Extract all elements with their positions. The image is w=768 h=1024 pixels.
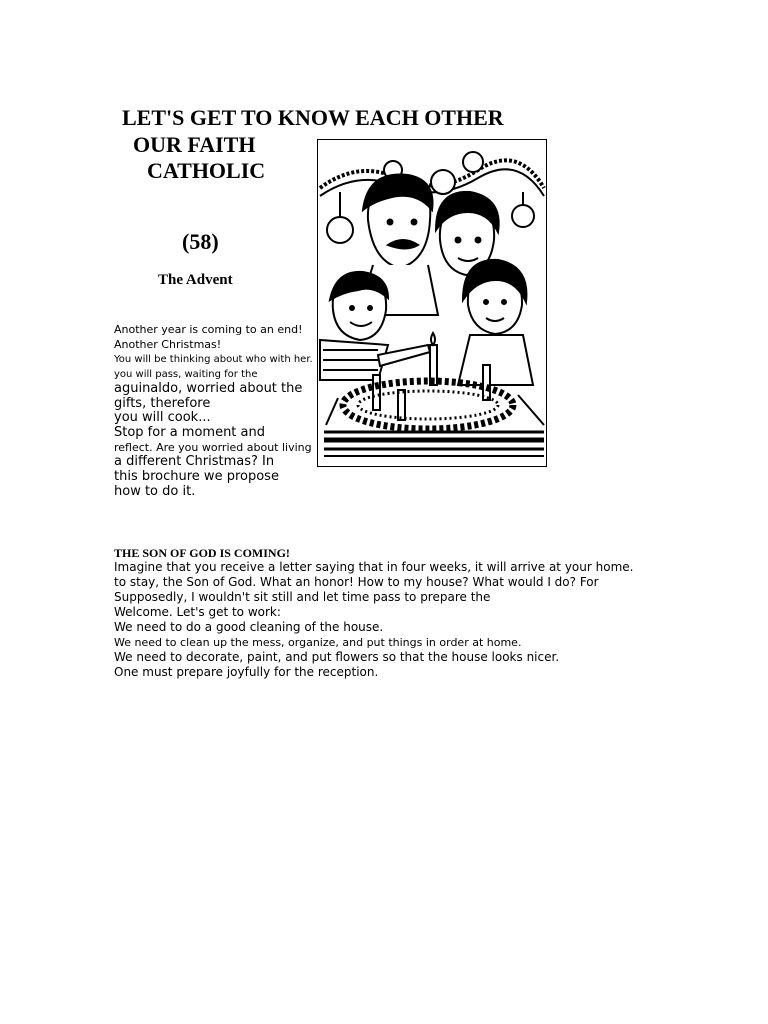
section-line: Supposedly, I wouldn't sit still and let time pass to prepare the	[114, 590, 491, 604]
section-line: to stay, the Son of God. What an honor! How to my house? What would I do? For	[114, 575, 599, 589]
father-eye	[388, 220, 393, 225]
ornament	[431, 170, 455, 194]
intro-line: You will be thinking about who with her.	[114, 354, 313, 365]
mother-eye	[476, 238, 481, 243]
candle	[373, 375, 380, 410]
title-line-3: CATHOLIC	[147, 158, 266, 183]
illustration-svg	[318, 140, 546, 466]
candle-flame	[431, 333, 435, 345]
section-line: One must prepare joyfully for the reception.	[114, 665, 379, 679]
title-line-1: LET'S GET TO KNOW EACH OTHER	[122, 105, 504, 130]
intro-line: how to do it.	[114, 483, 196, 499]
section-line: Welcome. Let's get to work:	[114, 605, 281, 619]
intro-line: Stop for a moment and	[114, 424, 265, 440]
girl-body	[458, 335, 533, 385]
ornament	[463, 152, 483, 172]
section-line: Imagine that you receive a letter saying that in four weeks, it will arrive at your home.	[114, 560, 634, 574]
boy-eye	[350, 306, 354, 310]
family-advent-wreath-illustration	[317, 139, 547, 467]
candle	[483, 365, 490, 400]
section-heading: THE SON OF GOD IS COMING!	[114, 546, 290, 560]
table-edge	[518, 395, 544, 425]
girl-eye	[502, 300, 506, 304]
issue-number: (58)	[182, 229, 219, 254]
boy-eye	[368, 306, 372, 310]
intro-line: gifts, therefore	[114, 395, 211, 411]
ornament	[512, 205, 534, 227]
ornament	[327, 217, 353, 243]
intro-line: Another year is coming to an end!	[114, 323, 303, 336]
mother-eye	[456, 238, 461, 243]
section-line: We need to decorate, paint, and put flowers so that the house looks nicer.	[114, 650, 560, 664]
intro-paragraph	[114, 322, 313, 499]
section-line: We need to do a good cleaning of the house.	[114, 620, 384, 634]
father-eye	[412, 220, 417, 225]
intro-line: you will cook...	[114, 410, 211, 426]
intro-line: Another Christmas!	[114, 338, 222, 351]
title-line-2: OUR FAITH	[133, 132, 256, 157]
subtitle: The Advent	[158, 272, 233, 288]
candle	[398, 390, 405, 420]
section-body	[114, 560, 633, 680]
advent-wreath	[343, 381, 513, 429]
intro-line: a different Christmas? In	[114, 454, 275, 470]
intro-line: you will pass, waiting for the	[114, 369, 258, 380]
intro-line: aguinaldo, worried about the	[114, 381, 303, 396]
girl-eye	[484, 300, 488, 304]
intro-line: this brochure we propose	[114, 468, 279, 484]
intro-line: reflect. Are you worried about living	[114, 441, 312, 455]
table-edge	[326, 398, 338, 425]
section-line: We need to clean up the mess, organize, and put things in order at home.	[114, 636, 522, 649]
